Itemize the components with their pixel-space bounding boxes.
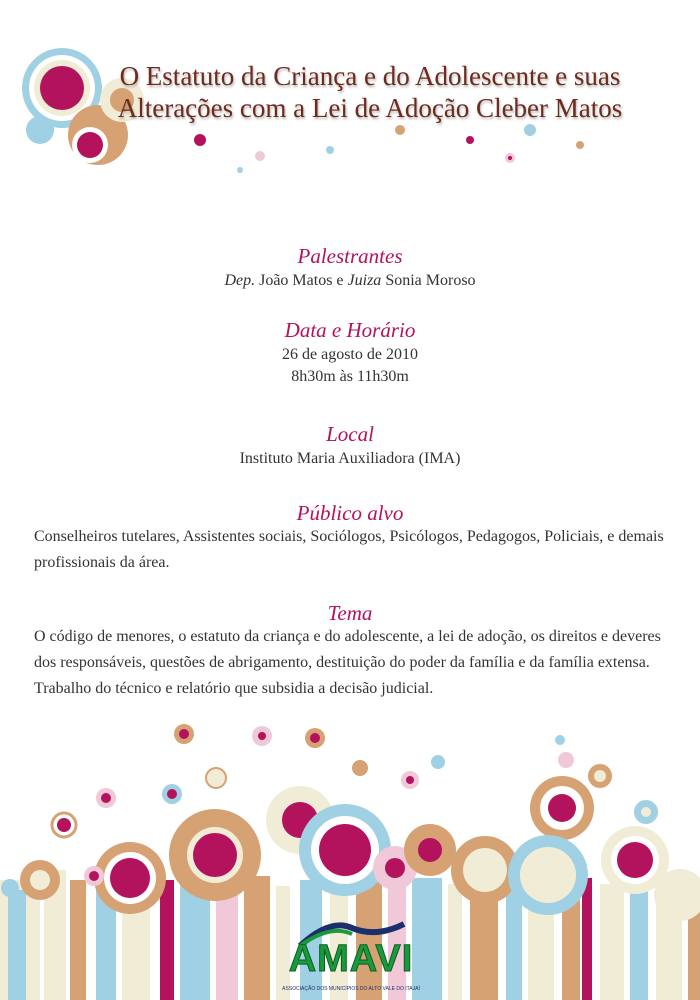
logo-name: AMAVI xyxy=(288,938,414,980)
event-time: 8h30m às 11h30m xyxy=(291,368,409,385)
amavi-logo xyxy=(280,918,422,998)
audience-heading: Público alvo xyxy=(296,501,404,525)
title-line-2: Alterações com a Lei de Adoção Cleber Matos xyxy=(117,93,623,123)
theme-heading: Tema xyxy=(327,601,373,625)
location-heading: Local xyxy=(326,422,374,446)
title-line-1: O Estatuto da Criança e do Adolescente e suas xyxy=(119,61,621,91)
speaker-2-prefix: Juiza xyxy=(347,272,382,289)
event-date: 26 de agosto de 2010 xyxy=(282,346,418,363)
speaker-1-prefix: Dep. xyxy=(224,272,256,289)
theme-text: O código de menores, o estatuto da criança e do adolescente, a lei de adoção, os direitos e deveres dos responsáveis, questões de abrigamento, destituição do poder da família e da família extensa. Trabalho do técnico e relatório que subsidia a decisão judicial. xyxy=(34,628,661,697)
speakers-line xyxy=(0,270,700,292)
page-title xyxy=(60,60,680,124)
logo-subtitle: ASSOCIAÇÃO DOS MUNICÍPIOS DO ALTO VALE DO ITAJAÍ xyxy=(282,986,420,992)
audience-text: Conselheiros tutelares, Assistentes sociais, Sociólogos, Psicólogos, Pedagogos, Policiais, e demais profissionais da área. xyxy=(34,528,664,571)
datetime-heading: Data e Horário xyxy=(284,318,416,342)
location-place: Instituto Maria Auxiliadora (IMA) xyxy=(239,450,461,467)
speaker-1-name: João Matos e xyxy=(259,272,344,289)
speaker-2-name: Sonia Moroso xyxy=(385,272,476,289)
speakers-heading: Palestrantes xyxy=(297,244,403,268)
scattered-dots-top xyxy=(194,124,584,173)
